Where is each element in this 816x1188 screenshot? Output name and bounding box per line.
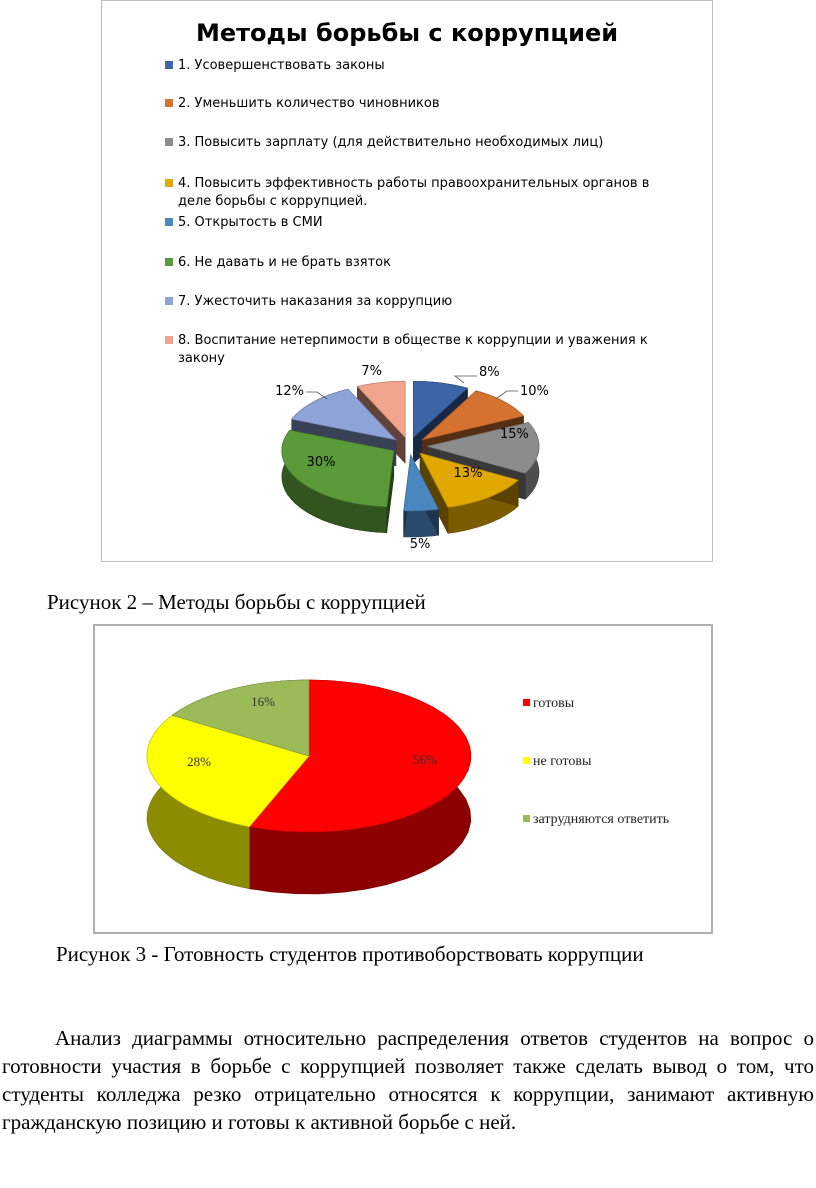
legend-label: 2. Уменьшить количество чиновников: [178, 96, 440, 111]
legend-label: 4. Повысить эффективность работы правоохранительных органов в деле борьбы с коррупцией.: [178, 176, 650, 209]
legend-label: 3. Повысить зарплату (для действительно необходимых лиц): [178, 135, 604, 150]
data-label: 12%: [275, 384, 304, 399]
legend-swatch: [523, 815, 530, 822]
analysis-paragraph: Анализ диаграммы относительно распределения ответов студентов на вопрос о готовности участия в борьбе с коррупцией позволяет также сделать вывод о том, что студенты колледжа резко отрицательно относятся к коррупции, занимают активную гражданскую позицию и готовы к активной борьбе с ней.: [2, 1026, 814, 1134]
legend-swatch: [523, 699, 530, 706]
data-label: 56%: [413, 752, 437, 767]
figure-3-caption: Рисунок 3 - Готовность студентов противоборствовать коррупции: [56, 942, 644, 966]
legend-label: 1. Усовершенствовать законы: [178, 58, 385, 73]
legend-swatch: [523, 757, 530, 764]
legend-label: 7. Ужесточить наказания за коррупцию: [178, 294, 453, 309]
pie-chart-methods: [102, 1, 712, 561]
data-label: 5%: [409, 537, 431, 552]
legend-label: затрудняются ответить: [533, 812, 670, 827]
legend-label: 5. Открытость в СМИ: [178, 215, 323, 230]
data-label: 30%: [306, 455, 336, 470]
data-label: 13%: [453, 466, 483, 481]
leader-line: [455, 376, 477, 383]
legend-label: не готовы: [533, 754, 592, 769]
data-label: 8%: [479, 365, 500, 380]
figure-2-caption: Рисунок 2 – Методы борьбы с коррупцией: [47, 590, 426, 614]
chart-readiness-frame: [93, 624, 713, 934]
legend-label: готовы: [533, 696, 575, 711]
leader-line: [497, 391, 518, 398]
legend-label: 8. Воспитание нетерпимости в обществе к коррупции и уважения к закону: [178, 333, 648, 366]
pie-chart-readiness: [95, 626, 711, 932]
legend-item: [523, 812, 669, 828]
data-label: 15%: [500, 427, 529, 442]
data-label: 28%: [187, 754, 211, 769]
legend-item: [523, 696, 574, 712]
legend-item: [523, 754, 591, 770]
chart-title: Методы борьбы с коррупцией: [195, 19, 619, 47]
legend-label: 6. Не давать и не брать взяток: [178, 255, 391, 270]
data-label: 10%: [520, 384, 549, 399]
data-label: 7%: [361, 364, 382, 379]
chart-methods-frame: [101, 0, 713, 562]
data-label: 16%: [251, 694, 275, 709]
